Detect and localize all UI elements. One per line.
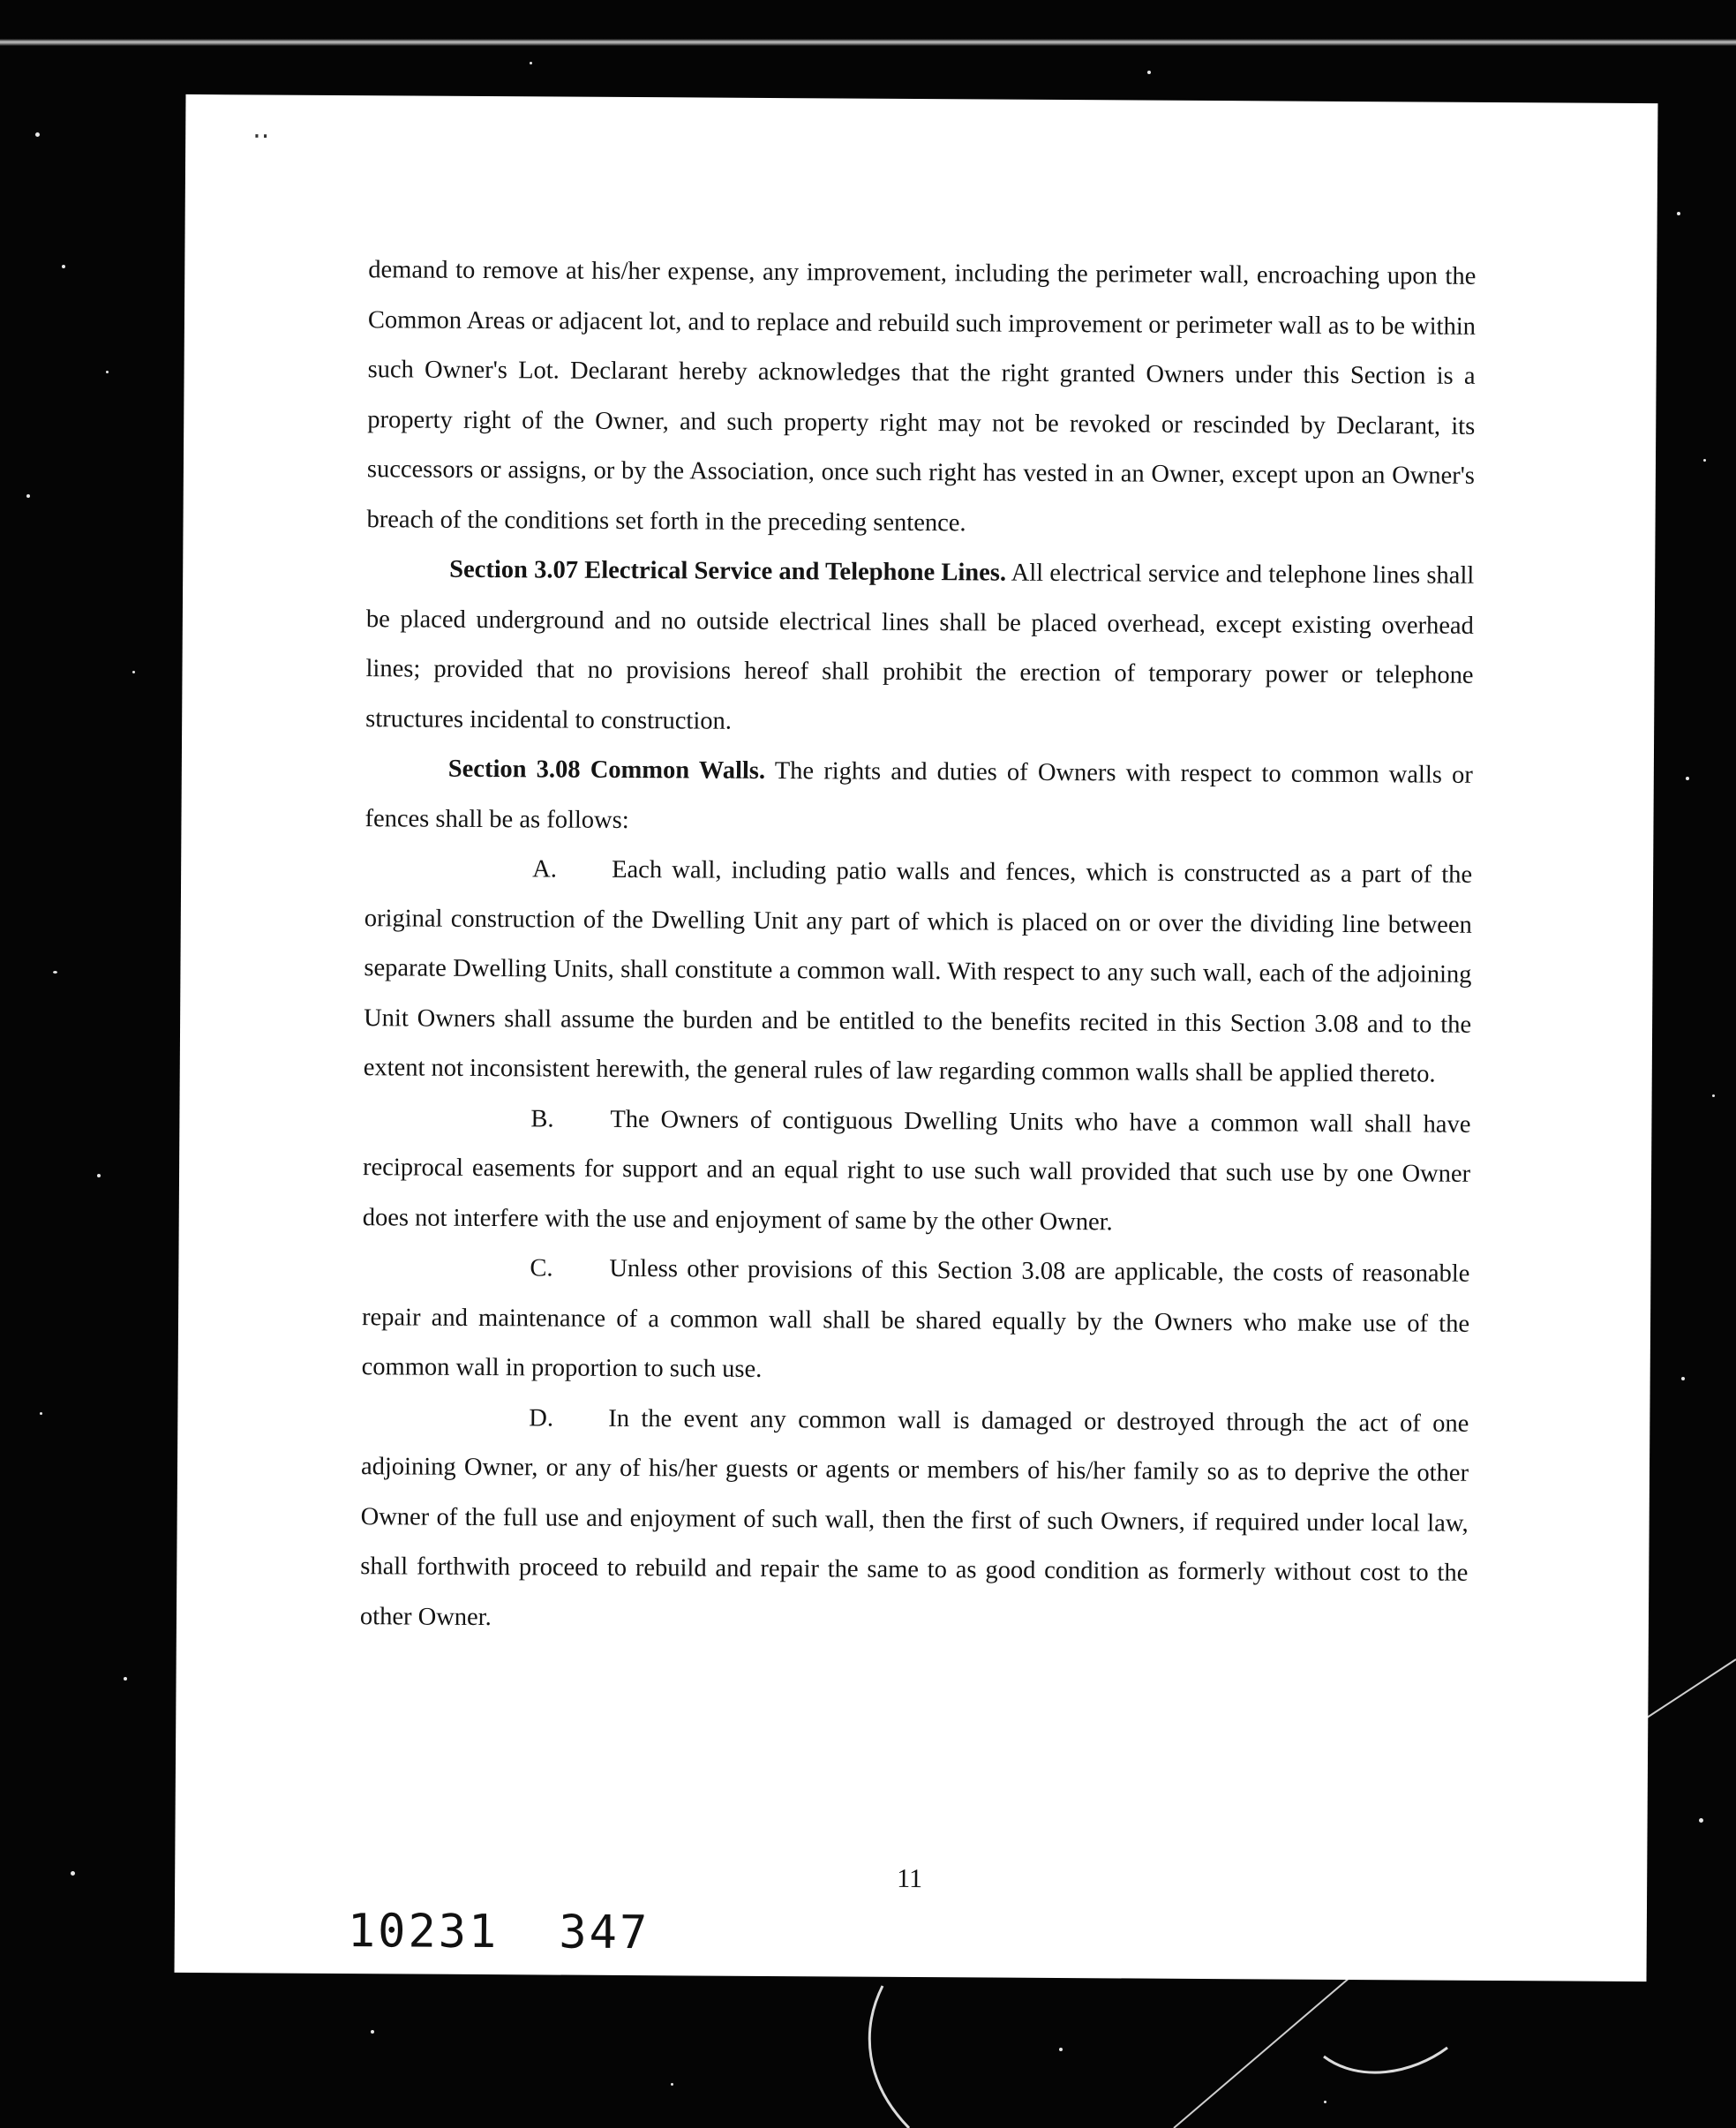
section-heading: Section 3.07 Electrical Service and Telephone Lines. <box>449 555 1007 587</box>
document-page <box>175 94 1658 1981</box>
subsection-c <box>362 1243 1470 1399</box>
stamp-frame-number: 347 <box>559 1906 650 1960</box>
subsection-text: Unless other provisions of this Section 3.08 are applicable, the costs of reasonable repair and maintenance of a common wall shall be shared equally by the Owners who make use of the common wall in proportion to such use. <box>361 1254 1470 1383</box>
body-text <box>360 245 1477 1649</box>
subsection-a <box>364 844 1473 1100</box>
paragraph-continuation <box>366 245 1476 552</box>
subsection-marker: D. <box>529 1403 554 1432</box>
paragraph-text: demand to remove at his/her expense, any improvement, including the perimeter wall, encroaching upon the Common Areas or adjacent lot, and to replace and rebuild such improvement or perimeter wall as to be within such Owner's Lot. Declarant hereby acknowledges that the right granted Owners under this Section is a property right of the Owner, and such property right may not be revoked or rescinded by Declarant, its successors or assigns, or by the Association, once such right has vested in an Owner, except upon an Owner's breach of the conditions set forth in the preceding sentence. <box>366 256 1477 537</box>
subsection-text: In the event any common wall is damaged or destroyed through the act of one adjoining Owner, or any of his/her guests or agents or members of his/her family so as to deprive the other Owner of the full use and enjoyment of such wall, then the first of such Owners, if required under local law, shall forthwith proceed to rebuild and repair the same to as good condition as formerly without cost to the other Owner. <box>359 1404 1469 1631</box>
section-3-07 <box>365 545 1474 751</box>
microfilm-stamp <box>348 1905 650 1959</box>
subsection-text: The Owners of contiguous Dwelling Units who have a common wall shall have reciprocal easements for support and an equal right to use such wall provided that such use by one Owner does not interfere with the use and enjoyment of same by the other Owner. <box>362 1105 1471 1236</box>
section-heading: Section 3.08 Common Walls. <box>447 755 766 785</box>
subsection-marker: A. <box>532 855 557 884</box>
subsection-text: Each wall, including patio walls and fences, which is constructed as a part of the original construction of the Dwelling Unit any part of which is placed on or over the dividing line between separate Dwelling Units, shall constitute a common wall. With respect to any such wall, each of the adjoining Unit Owners shall assume the burden and be entitled to the benefits recited in this Section 3.08 and to the extent not inconsistent herewith, the general rules of law regarding common walls shall be applied thereto. <box>363 855 1473 1088</box>
subsection-d <box>360 1393 1469 1649</box>
subsection-b <box>363 1094 1471 1250</box>
section-3-08 <box>364 744 1473 851</box>
subsection-marker: B. <box>530 1104 554 1132</box>
paragraph-text: All electrical service and telephone lines shall be placed underground and no outside electrical lines shall be placed overhead, except existing overhead lines; provided that no provisions hereof shall prohibit the erection of temporary power or telephone structures incidental to construction. <box>365 559 1475 735</box>
page-number: 11 <box>897 1863 923 1894</box>
paragraph-text: The rights and duties of Owners with respect to common walls or fences shall be as follows: <box>364 756 1473 834</box>
stamp-reel-number: 10231 <box>347 1905 500 1959</box>
subsection-marker: C. <box>530 1254 553 1282</box>
corner-mark: ⋅⋅ <box>252 122 270 152</box>
